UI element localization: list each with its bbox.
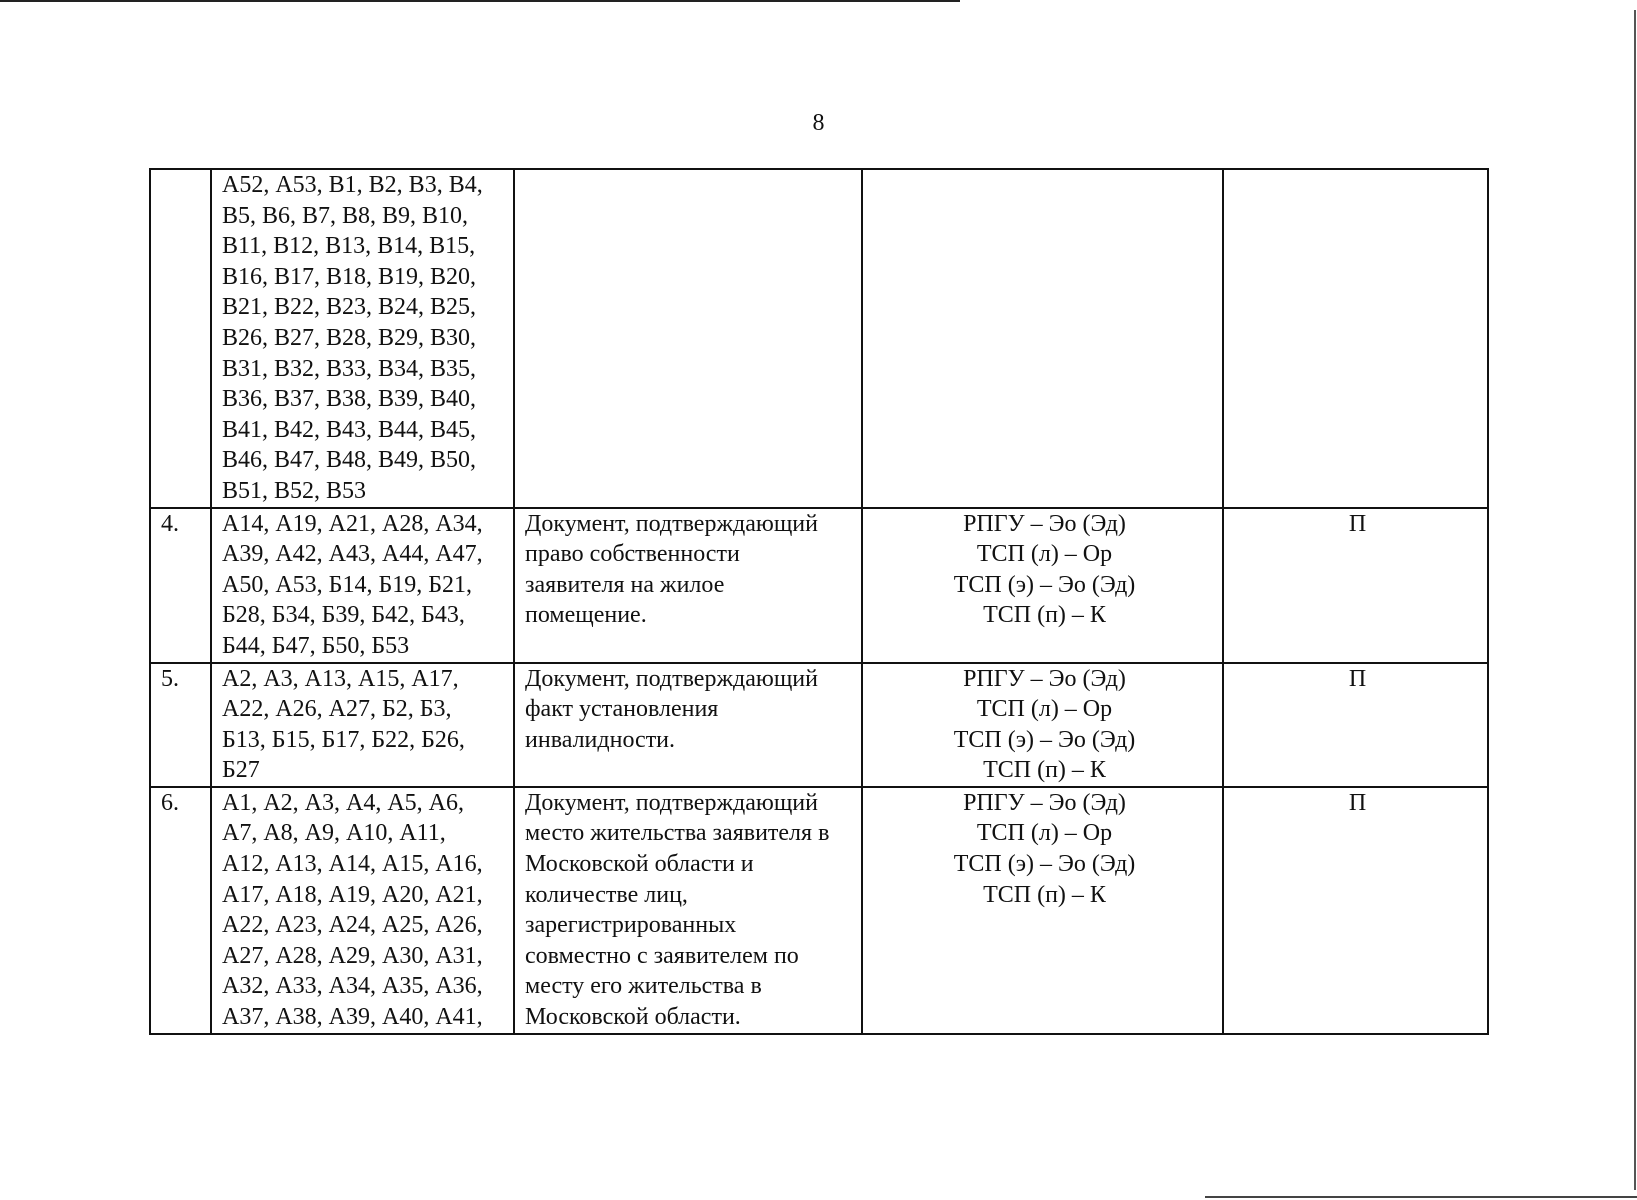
- row-number: 5.: [150, 663, 211, 787]
- category-codes: А14, А19, А21, А28, А34, А39, А42, А43, А44, А47, А50, А53, Б14, Б19, Б21, Б28, Б34, Б39, Б42, Б43, Б44, Б47, Б50, Б53: [211, 508, 514, 663]
- documents-table: [149, 168, 1489, 1035]
- category-codes: А2, А3, А13, А15, А17, А22, А26, А27, Б2, Б3, Б13, Б15, Б17, Б22, Б26, Б27: [211, 663, 514, 787]
- scan-edge-bottom: [1205, 1196, 1637, 1198]
- table-row: [150, 508, 1488, 663]
- submission-methods: РПГУ – Эо (Эд) ТСП (л) – Ор ТСП (э) – Эо (Эд) ТСП (п) – К: [862, 787, 1223, 1034]
- document-description: [514, 169, 862, 508]
- category-codes: А1, А2, А3, А4, А5, А6, А7, А8, А9, А10, А11, А12, А13, А14, А15, А16, А17, А18, А19, А20, А21, А22, А23, А24, А25, А26, А27, А28, А29, А30, А31, А32, А33, А34, А35, А36, А37, А38, А39, А40, А41,: [211, 787, 514, 1034]
- document-mark: [1223, 169, 1488, 508]
- table-row: [150, 169, 1488, 508]
- page-number: 8: [812, 110, 825, 136]
- document-description: Документ, подтверждающий право собственности заявителя на жилое помещение.: [514, 508, 862, 663]
- table-row: [150, 787, 1488, 1034]
- row-number: 4.: [150, 508, 211, 663]
- table-row: [150, 663, 1488, 787]
- document-mark: П: [1223, 508, 1488, 663]
- scan-edge-right: [1634, 10, 1636, 1190]
- scan-edge-top: [0, 0, 960, 2]
- category-codes: А52, А53, В1, В2, В3, В4, В5, В6, В7, В8, В9, В10, В11, В12, В13, В14, В15, В16, В17, В18, В19, В20, В21, В22, В23, В24, В25, В26, В27, В28, В29, В30, В31, В32, В33, В34, В35, В36, В37, В38, В39, В40, В41, В42, В43, В44, В45, В46, В47, В48, В49, В50, В51, В52, В53: [211, 169, 514, 508]
- document-description: Документ, подтверждающий факт установления инвалидности.: [514, 663, 862, 787]
- document-description: Документ, подтверждающий место жительства заявителя в Московской области и количестве лиц, зарегистрированных совместно с заявителем по месту его жительства в Московской области.: [514, 787, 862, 1034]
- document-mark: П: [1223, 663, 1488, 787]
- document-mark: П: [1223, 787, 1488, 1034]
- submission-methods: РПГУ – Эо (Эд) ТСП (л) – Ор ТСП (э) – Эо (Эд) ТСП (п) – К: [862, 663, 1223, 787]
- row-number: [150, 169, 211, 508]
- row-number: 6.: [150, 787, 211, 1034]
- submission-methods: РПГУ – Эо (Эд) ТСП (л) – Ор ТСП (э) – Эо (Эд) ТСП (п) – К: [862, 508, 1223, 663]
- submission-methods: [862, 169, 1223, 508]
